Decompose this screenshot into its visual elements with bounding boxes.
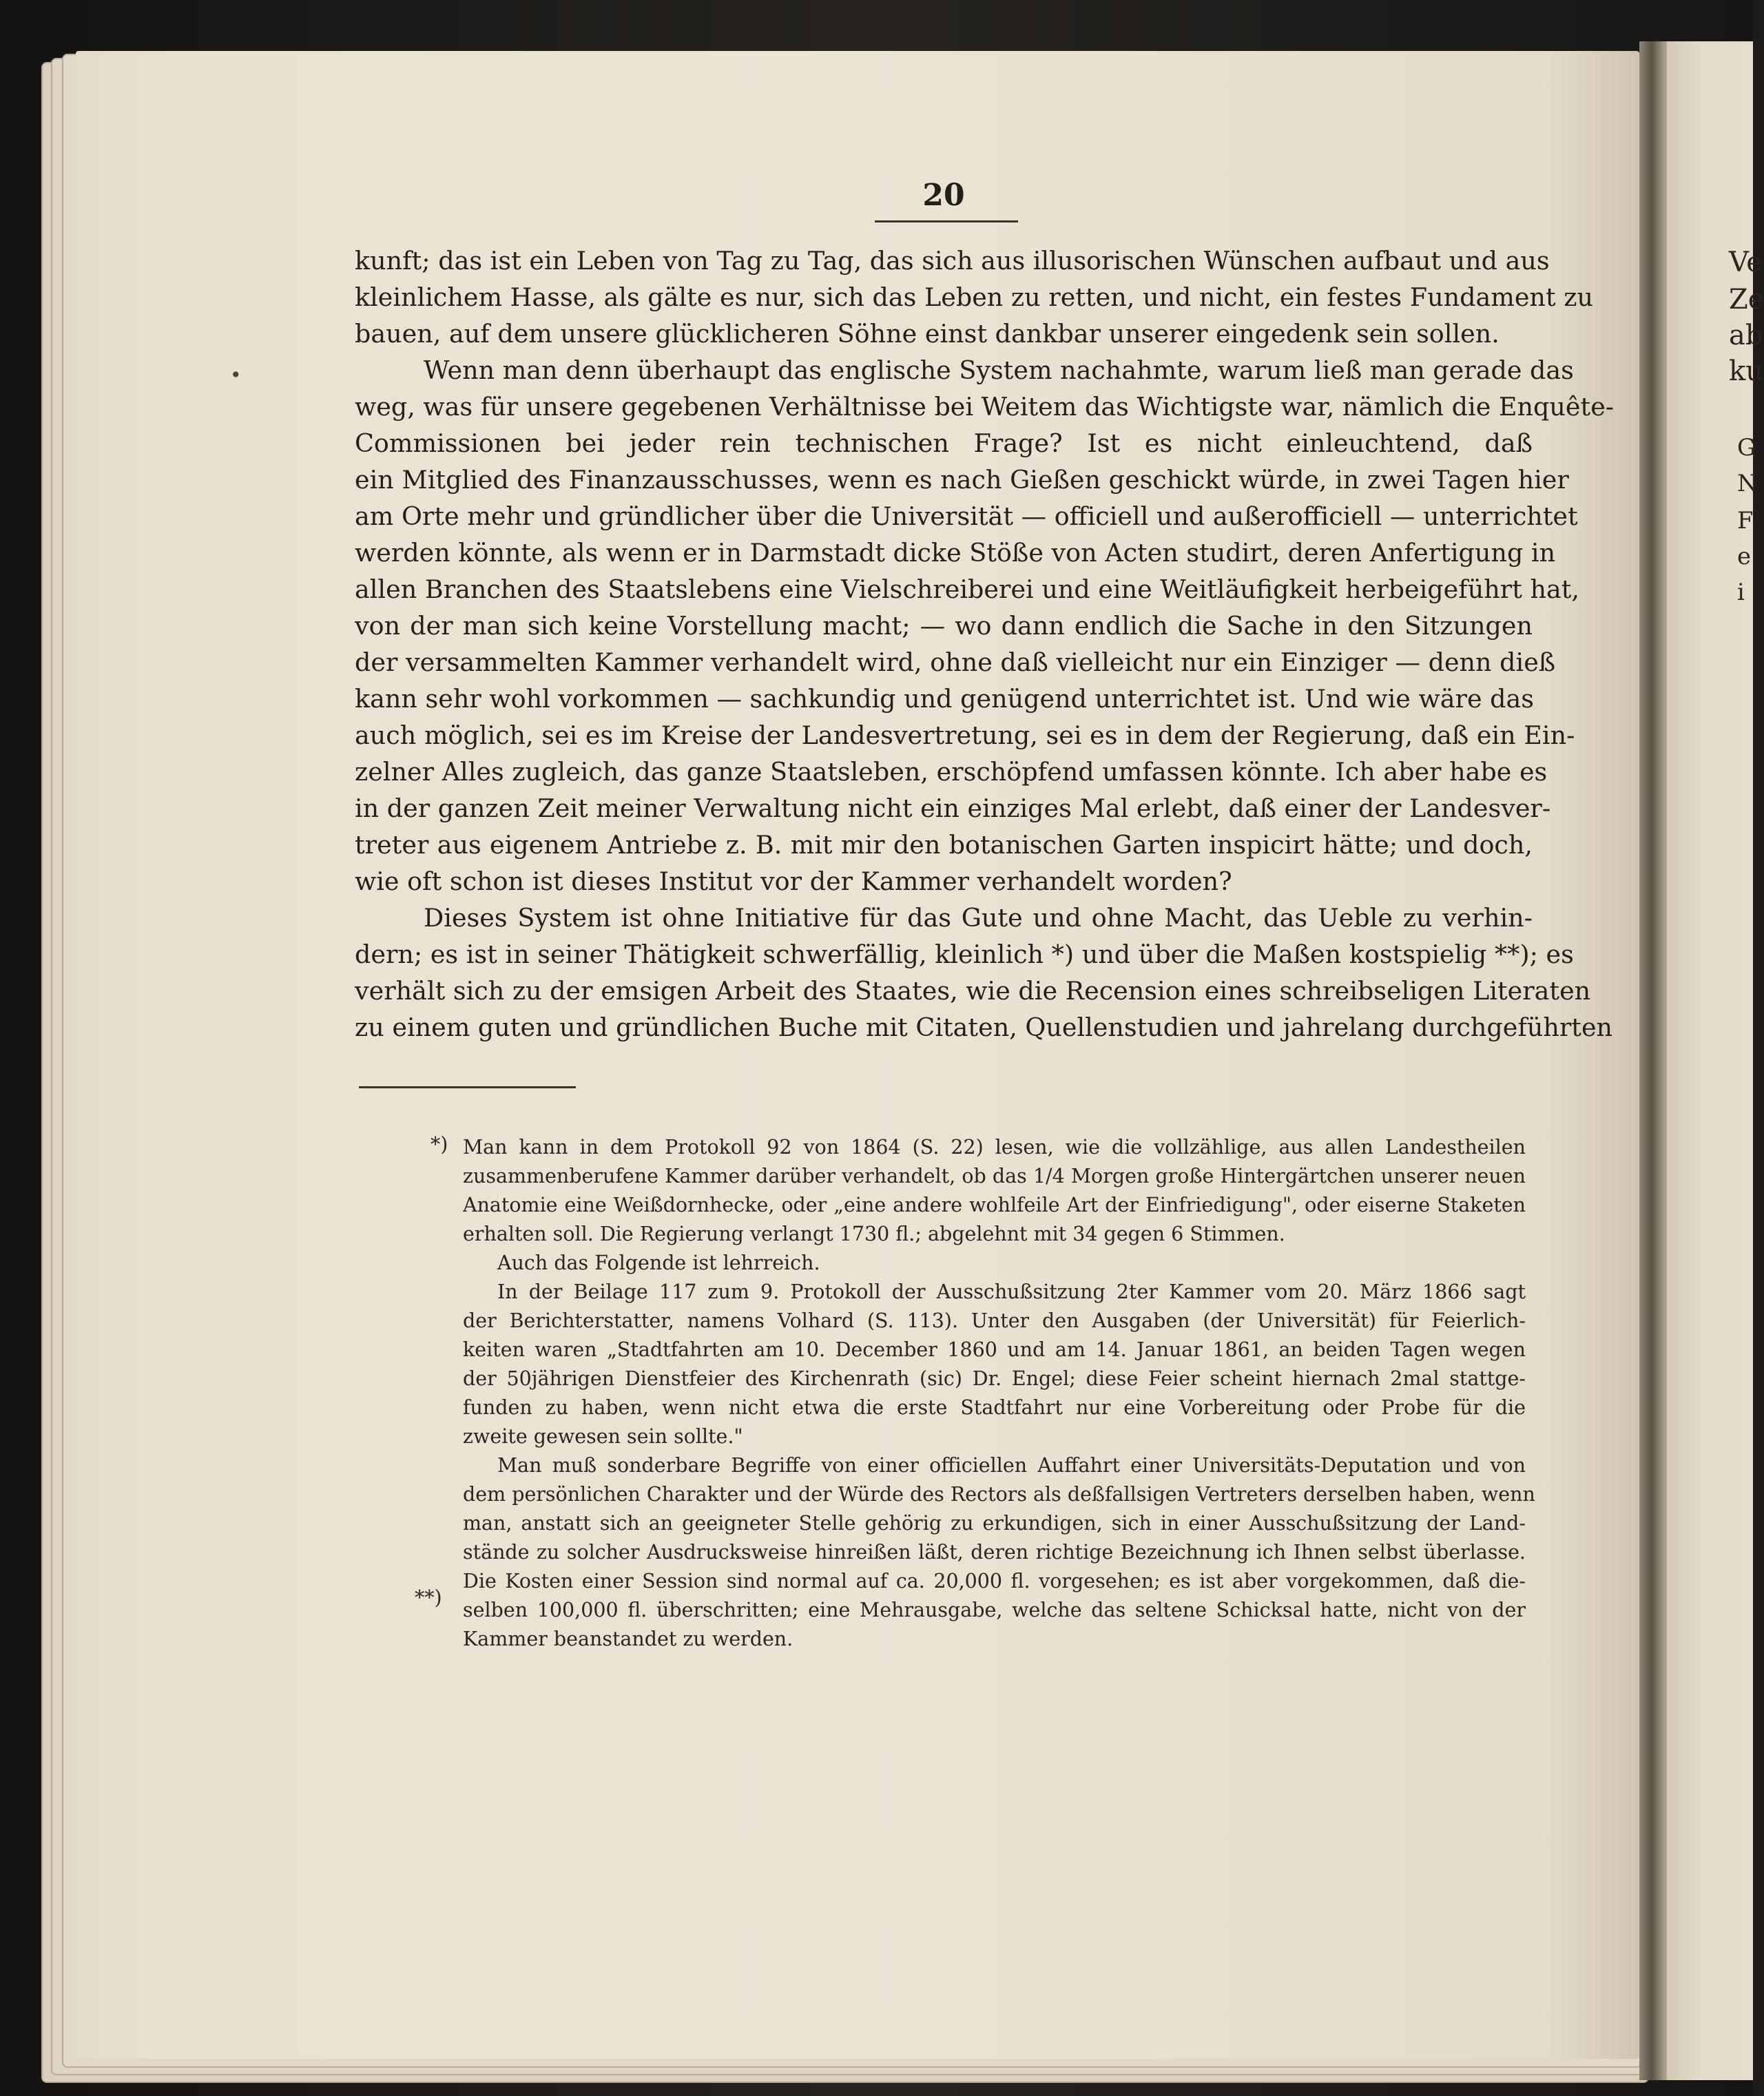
footnote-line: dem persönlichen Charakter und der Würde des Rectors als deßfallsigen Vertreters derselben haben, wenn (463, 1483, 1535, 1506)
footnote-line: Man kann in dem Protokoll 92 von 1864 (S. 22) lesen, wie die vollzählige, aus allen Landestheilen (463, 1136, 1526, 1159)
footnote-line: keiten waren „Stadtfahrten am 10. December 1860 und am 14. Januar 1861, an beiden Tagen wegen (463, 1338, 1526, 1361)
body-line: kleinlichem Hasse, als gälte es nur, sich das Leben zu retten, und nicht, ein festes Fundament zu (355, 282, 1593, 312)
footnote-line: funden zu haben, wenn nicht etwa die erste Stadtfahrt nur eine Vorbereitung oder Probe für die (463, 1396, 1526, 1419)
footnote-rule (359, 1086, 576, 1088)
facing-page-fragment: e (1737, 543, 1752, 570)
body-line: auch möglich, sei es im Kreise der Landesvertretung, sei es in dem der Regierung, daß ein Ein- (355, 720, 1575, 750)
facing-page-edge (1667, 41, 1764, 2080)
facing-page-fragment: ku (1729, 355, 1763, 387)
page-number: 20 (922, 178, 965, 213)
footnote-line: erhalten soll. Die Regierung verlangt 1730 fl.; abgelehnt mit 34 gegen 6 Stimmen. (463, 1223, 1285, 1245)
body-line: von der man sich keine Vorstellung macht; — wo dann endlich die Sache in den Sitzungen (355, 611, 1533, 641)
footnote-line: Auch das Folgende ist lehrreich. (497, 1252, 820, 1274)
footnote-line: Man muß sonderbare Begriffe von einer officiellen Auffahrt einer Universitäts-Deputation und von (497, 1454, 1526, 1477)
body-line: weg, was für unsere gegebenen Verhältnisse bei Weitem das Wichtigste war, nämlich die Enquête- (355, 392, 1615, 422)
body-line: werden könnte, als wenn er in Darmstadt dicke Stöße von Acten studirt, deren Anfertigung in (355, 538, 1556, 568)
body-line: dern; es ist in seiner Thätigkeit schwerfällig, kleinlich *) und über die Maßen kostspielig **); es (355, 940, 1574, 969)
facing-page-fragment: Ve (1729, 247, 1763, 278)
facing-page-fragment: G (1737, 434, 1756, 461)
footnote-line: man, anstatt sich an geeigneter Stelle gehörig zu erkundigen, sich in einer Ausschußsitzung der Land- (463, 1512, 1526, 1535)
footnotes (463, 1133, 1535, 1654)
book-gutter (1639, 41, 1667, 2080)
body-line: zelner Alles zugleich, das ganze Staatsleben, erschöpfend umfassen könnte. Ich aber habe es (355, 757, 1548, 787)
body-line: Commissionen bei jeder rein technischen Frage? Ist es nicht einleuchtend, daß (355, 428, 1533, 458)
facing-page-fragment: i (1737, 579, 1745, 606)
footnote-line: der Berichterstatter, namens Volhard (S. 113). Unter den Ausgaben (der Universität) für Feierlich- (463, 1309, 1526, 1332)
body-line: zu einem guten und gründlichen Buche mit Citaten, Quellenstudien und jahrelang durchgeführten (355, 1013, 1613, 1042)
body-line: Wenn man denn überhaupt das englische System nachahmte, warum ließ man gerade das (424, 355, 1574, 385)
footnote-line: selben 100,000 fl. überschritten; eine Mehrausgabe, welche das seltene Schicksal hatte, nicht von der (463, 1599, 1526, 1621)
footnote-line: Kammer beanstandet zu werden. (463, 1628, 793, 1650)
body-line: kann sehr wohl vorkommen — sachkundig und genügend unterrichtet ist. Und wie wäre das (355, 684, 1535, 714)
footnote-line: In der Beilage 117 zum 9. Protokoll der Ausschußsitzung 2ter Kammer vom 20. März 1866 sagt (497, 1280, 1526, 1303)
footnote-line: der 50jährigen Dienstfeier des Kirchenrath (sic) Dr. Engel; diese Feier scheint hiernach 2mal stattge- (463, 1367, 1526, 1390)
footnote-line: zusammenberufene Kammer darüber verhandelt, ob das 1/4 Morgen große Hintergärtchen unserer neuen (463, 1165, 1526, 1187)
body-line: treter aus eigenem Antriebe z. B. mit mir den botanischen Garten inspicirt hätte; und doch, (355, 830, 1533, 860)
facing-page-fragment: N (1737, 470, 1758, 497)
body-text (355, 242, 1615, 1046)
margin-mark: • (230, 364, 242, 386)
footnote-line: Die Kosten einer Session sind normal auf ca. 20,000 fl. vorgesehen; es ist aber vorgekommen, daß die- (463, 1570, 1526, 1592)
body-line: wie oft schon ist dieses Institut vor der Kammer verhandelt worden? (355, 867, 1232, 896)
facing-page-fragment: Ze (1729, 284, 1764, 315)
footnote-marker: **) (415, 1586, 442, 1609)
body-line: allen Branchen des Staatslebens eine Vielschreiberei und eine Weitläufigkeit herbeigeführt hat, (355, 574, 1580, 604)
body-line: kunft; das ist ein Leben von Tag zu Tag, das sich aus illusorischen Wünschen aufbaut und aus (355, 246, 1550, 276)
footnote-line: Anatomie eine Weißdornhecke, oder „eine andere wohlfeile Art der Einfriedigung", oder eiserne Staketen (463, 1194, 1526, 1216)
body-line: in der ganzen Zeit meiner Verwaltung nicht ein einziges Mal erlebt, daß einer der Landesver- (355, 793, 1551, 823)
body-line: verhält sich zu der emsigen Arbeit des Staates, wie die Recension eines schreibseligen Literaten (355, 976, 1591, 1006)
body-line: der versammelten Kammer verhandelt wird, ohne daß vielleicht nur ein Einziger — denn dieß (355, 647, 1556, 677)
body-line: bauen, auf dem unsere glücklicheren Söhne einst dankbar unserer eingedenk sein sollen. (355, 319, 1500, 349)
footnote-line: zweite gewesen sein sollte." (463, 1425, 743, 1448)
body-line: ein Mitglied des Finanzausschusses, wenn es nach Gießen geschickt würde, in zwei Tagen hier (355, 465, 1569, 495)
page-number-rule (875, 220, 1018, 222)
footnote-line: stände zu solcher Ausdrucksweise hinreißen läßt, deren richtige Bezeichnung ich Ihnen selbst überlasse. (463, 1541, 1526, 1564)
facing-page-fragment: F (1737, 507, 1754, 535)
facing-page-fragment: ab (1729, 320, 1763, 351)
body-line: am Orte mehr und gründlicher über die Universität — officiell und außerofficiell — unterrichtet (355, 501, 1578, 531)
body-line: Dieses System ist ohne Initiative für das Gute und ohne Macht, das Ueble zu verhin- (424, 903, 1533, 933)
footnote-marker: *) (430, 1133, 448, 1156)
